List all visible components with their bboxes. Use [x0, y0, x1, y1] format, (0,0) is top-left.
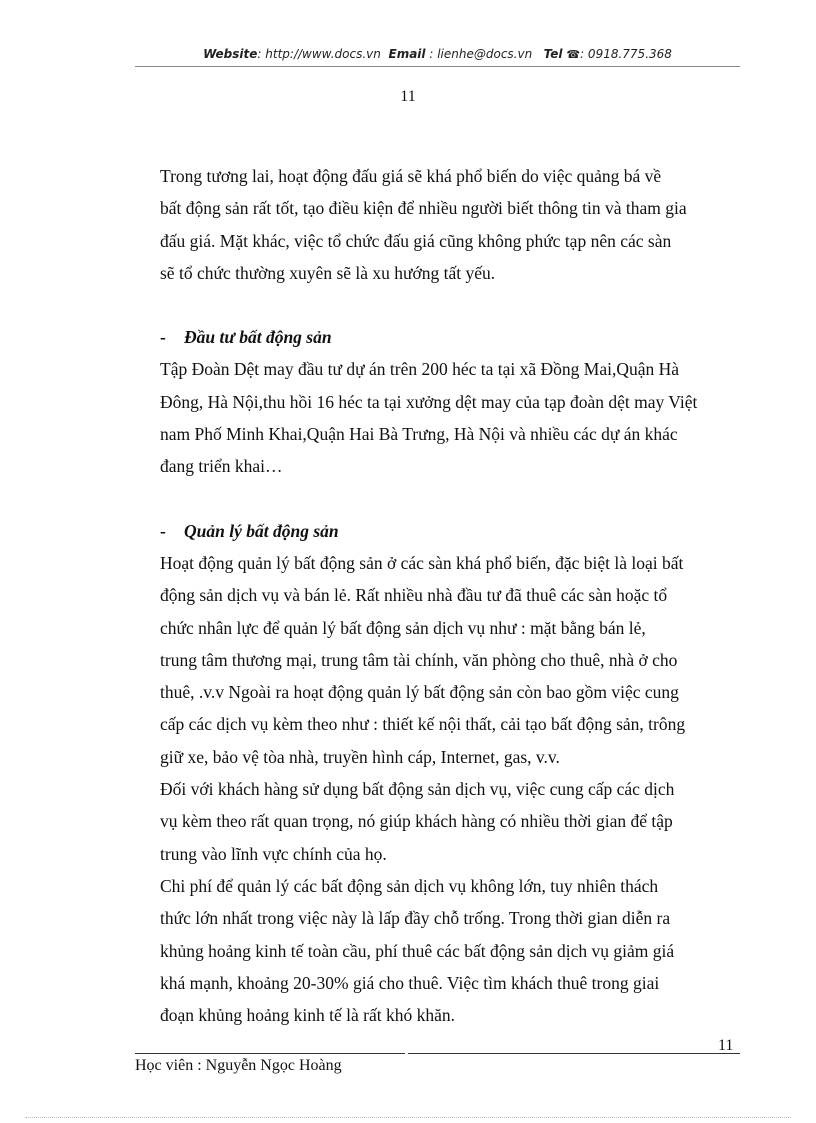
section-heading-manage [160, 515, 760, 547]
section-heading-invest [160, 321, 760, 353]
footer-rule-right [408, 1053, 740, 1054]
document-body [160, 160, 760, 1031]
intro-paragraph [160, 160, 760, 289]
email-label: Email [388, 47, 426, 61]
tel-number: : 0918.775.368 [580, 47, 672, 61]
page-bottom-divider [25, 1117, 791, 1118]
text-line: Chi phí để quản lý các bất động sản dịch vụ không lớn, tuy nhiên thách [160, 875, 659, 896]
text-line: Trong tương lai, hoạt động đấu giá sẽ khá phổ biến do việc quảng bá về [160, 166, 662, 186]
text-line: chức nhân lực để quản lý bất động sản dịch vụ như : mặt bằng bán lẻ, [160, 617, 646, 638]
text-line: khá mạnh, khoảng 20-30% giá cho thuê. Việc tìm khách thuê trong giai [160, 972, 660, 993]
text-line: đang triển khai… [160, 456, 283, 477]
footer-rule-left [135, 1053, 405, 1054]
footer-author: Học viên : Nguyễn Ngọc Hoàng [135, 1057, 342, 1074]
cost-paragraph [160, 870, 760, 1031]
invest-paragraph [160, 353, 760, 482]
text-line: đấu giá. Mặt khác, việc tổ chức đấu giá cũng không phức tạp nên các sàn [160, 230, 672, 251]
heading-dash: - [160, 520, 166, 541]
text-line: thuê, .v.v Ngoài ra hoạt động quản lý bất động sản còn bao gồm việc cung [160, 682, 679, 703]
text-line: trung tâm thương mại, trung tâm tài chính, văn phòng cho thuê, nhà ở cho [160, 649, 678, 670]
website-label: Website [203, 47, 258, 61]
text-line: giữ xe, bảo vệ tòa nhà, truyền hình cáp, Internet, gas, v.v. [160, 746, 560, 767]
text-line: bất động sản rất tốt, tạo điều kiện để nhiều người biết thông tin và tham gia [160, 198, 687, 219]
header-rule [135, 66, 740, 67]
page-header [135, 47, 740, 61]
text-line: Hoạt động quản lý bất động sản ở các sàn khá phổ biến, đặc biệt là loại bất [160, 552, 684, 573]
text-line: nam Phố Minh Khai,Quận Hai Bà Trưng, Hà Nội và nhiều các dự án khác [160, 424, 678, 445]
text-line: thức lớn nhất trong việc này là lấp đầy chỗ trống. Trong thời gian diễn ra [160, 908, 671, 929]
tel-label: Tel [543, 47, 563, 61]
heading-text: Quản lý bất động sản [184, 520, 339, 541]
website-url[interactable]: : http://www.docs.vn [257, 47, 381, 61]
footer-page-number: 11 [718, 1037, 734, 1054]
email-address[interactable]: : lienhe@docs.vn [429, 47, 533, 61]
manage-paragraph [160, 547, 760, 773]
service-paragraph [160, 773, 760, 870]
text-line: Đông, Hà Nội,thu hồi 16 héc ta tại xưởng dệt may của tạp đoàn dệt may Việt [160, 391, 698, 412]
heading-text: Đầu tư bất động sản [184, 327, 332, 348]
heading-dash: - [160, 327, 166, 348]
text-line: cấp các dịch vụ kèm theo như : thiết kế nội thất, cải tạo bất động sản, trông [160, 714, 686, 735]
text-line: vụ kèm theo rất quan trọng, nó giúp khách hàng có nhiều thời gian để tập [160, 811, 673, 832]
text-line: khủng hoảng kinh tế toàn cầu, phí thuê các bất động sản dịch vụ giảm giá [160, 940, 675, 961]
page-number-top: 11 [400, 88, 416, 105]
text-line: đoạn khủng hoảng kinh tế là rất khó khăn. [160, 1005, 456, 1026]
phone-icon: ☎ [566, 48, 581, 61]
text-line: Đối với khách hàng sử dụng bất động sản dịch vụ, việc cung cấp các dịch [160, 779, 675, 800]
text-line: Tập Đoàn Dệt may đầu tư dự án trên 200 héc ta tại xã Đồng Mai,Quận Hà [160, 359, 680, 380]
text-line: động sản dịch vụ và bán lẻ. Rất nhiều nhà đầu tư đã thuê các sàn hoặc tổ [160, 585, 668, 606]
text-line: trung vào lĩnh vực chính của họ. [160, 843, 387, 864]
text-line: sẽ tổ chức thường xuyên sẽ là xu hướng tất yếu. [160, 262, 496, 283]
